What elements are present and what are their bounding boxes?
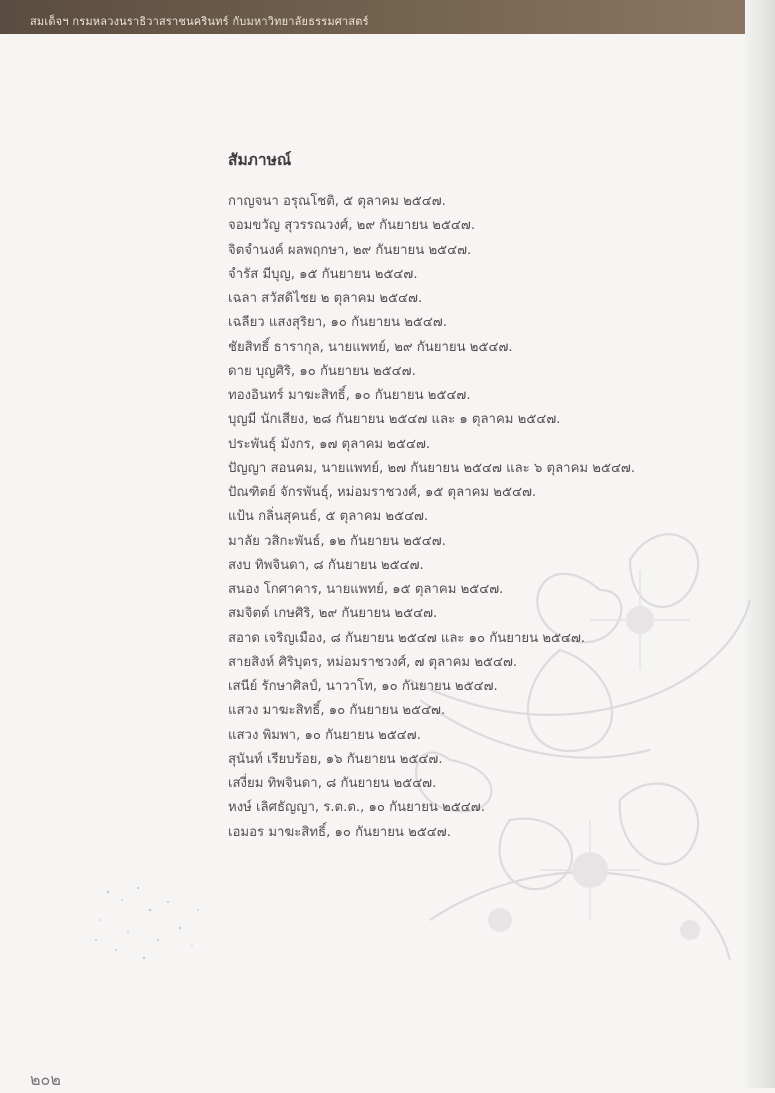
interview-entry: สุนันท์ เรียบร้อย, ๑๖ กันยายน ๒๕๔๗. [228, 751, 443, 767]
interview-entry: ปัญญา สอนคม, นายแพทย์, ๒๗ กันยายน ๒๕๔๗ และ ๖ ตุลาคม ๒๕๔๗. [228, 460, 636, 476]
interview-entry: เอมอร มาฆะสิทธิ์, ๑๐ กันยายน ๒๕๔๗. [228, 824, 451, 840]
interview-entry: บุญมี นักเสียง, ๒๘ กันยายน ๒๕๔๗ และ ๑ ตุลาคม ๒๕๔๗. [228, 412, 561, 428]
header-band [0, 0, 745, 34]
interview-entry: จำรัส มีบุญ, ๑๕ กันยายน ๒๕๔๗. [228, 266, 418, 282]
interview-entry: เฉลียว แสงสุริยา, ๑๐ กันยายน ๒๕๔๗. [228, 315, 447, 331]
interview-entry: ทองอินทร์ มาฆะสิทธิ์, ๑๐ กันยายน ๒๕๔๗. [228, 388, 471, 403]
running-title: สมเด็จฯ กรมหลวงนราธิวาสราชนครินทร์ กับมหาวิทยาลัยธรรมศาสตร์ [30, 15, 369, 28]
interview-entry: แสวง พิมพา, ๑๐ กันยายน ๒๕๔๗. [228, 727, 421, 743]
interview-entry: ดาย บุญศิริ, ๑๐ กันยายน ๒๕๔๗. [228, 363, 416, 379]
interview-entry: เสงี่ยม ทิพจินดา, ๘ กันยายน ๒๕๔๗. [228, 776, 437, 791]
interview-entry: ประพันธุ์ มังกร, ๑๗ ตุลาคม ๒๕๔๗. [228, 436, 431, 452]
interview-entry: เฉลา สวัสดิไชย ๒ ตุลาคม ๒๕๔๗. [228, 291, 423, 306]
interview-entry: จอมขวัญ สุวรรณวงศ์, ๒๙ กันยายน ๒๕๔๗. [228, 218, 476, 234]
interview-entry: กาญจนา อรุณโชติ, ๕ ตุลาคม ๒๕๔๗. [228, 194, 446, 209]
interview-entry: ปัณฑิตย์ จักรพันธุ์, หม่อมราชวงศ์, ๑๕ ตุลาคม ๒๕๔๗. [228, 485, 537, 500]
interview-entry: สอาด เจริญเมือง, ๘ กันยายน ๒๕๔๗ และ ๑๐ กันยายน ๒๕๔๗. [228, 630, 586, 646]
interview-entry: จิตจำนงค์ ผลพฤกษา, ๒๙ กันยายน ๒๕๔๗. [228, 242, 472, 258]
interview-entry: ชัยสิทธิ์ ธารากุล, นายแพทย์, ๒๙ กันยายน ๒๕๔๗. [228, 339, 513, 355]
interview-entry: สมจิตต์ เกษศิริ, ๒๙ กันยายน ๒๕๔๗. [228, 606, 438, 622]
interview-entry: แสวง มาฆะสิทธิ์, ๑๐ กันยายน ๒๕๔๗. [228, 703, 446, 719]
interview-entry: เสนีย์ รักษาศิลป์, นาวาโท, ๑๐ กันยายน ๒๕๔๗. [228, 679, 498, 694]
interview-list-section [228, 148, 708, 845]
interview-entry: แป้น กลิ่นสุคนธ์, ๕ ตุลาคม ๒๕๔๗. [228, 509, 429, 525]
interview-entry: สนอง โกศาคาร, นายแพทย์, ๑๕ ตุลาคม ๒๕๔๗. [228, 582, 504, 597]
page-number: ๒๐๒ [30, 1070, 61, 1089]
interview-entry: สายสิงห์ ศิริบุตร, หม่อมราชวงศ์, ๗ ตุลาคม ๒๕๔๗. [228, 654, 518, 670]
ink-speckle [88, 880, 218, 970]
interview-entries [228, 190, 708, 845]
interview-entry: สงบ ทิพจินดา, ๘ กันยายน ๒๕๔๗. [228, 557, 424, 573]
interview-entry: มาลัย วสิกะพันธ์, ๑๒ กันยายน ๒๕๔๗. [228, 533, 446, 549]
section-title: สัมภาษณ์ [228, 151, 292, 169]
interview-entry: หงษ์ เลิศธัญญา, ร.ต.ต., ๑๐ กันยายน ๒๕๔๗. [228, 800, 485, 816]
